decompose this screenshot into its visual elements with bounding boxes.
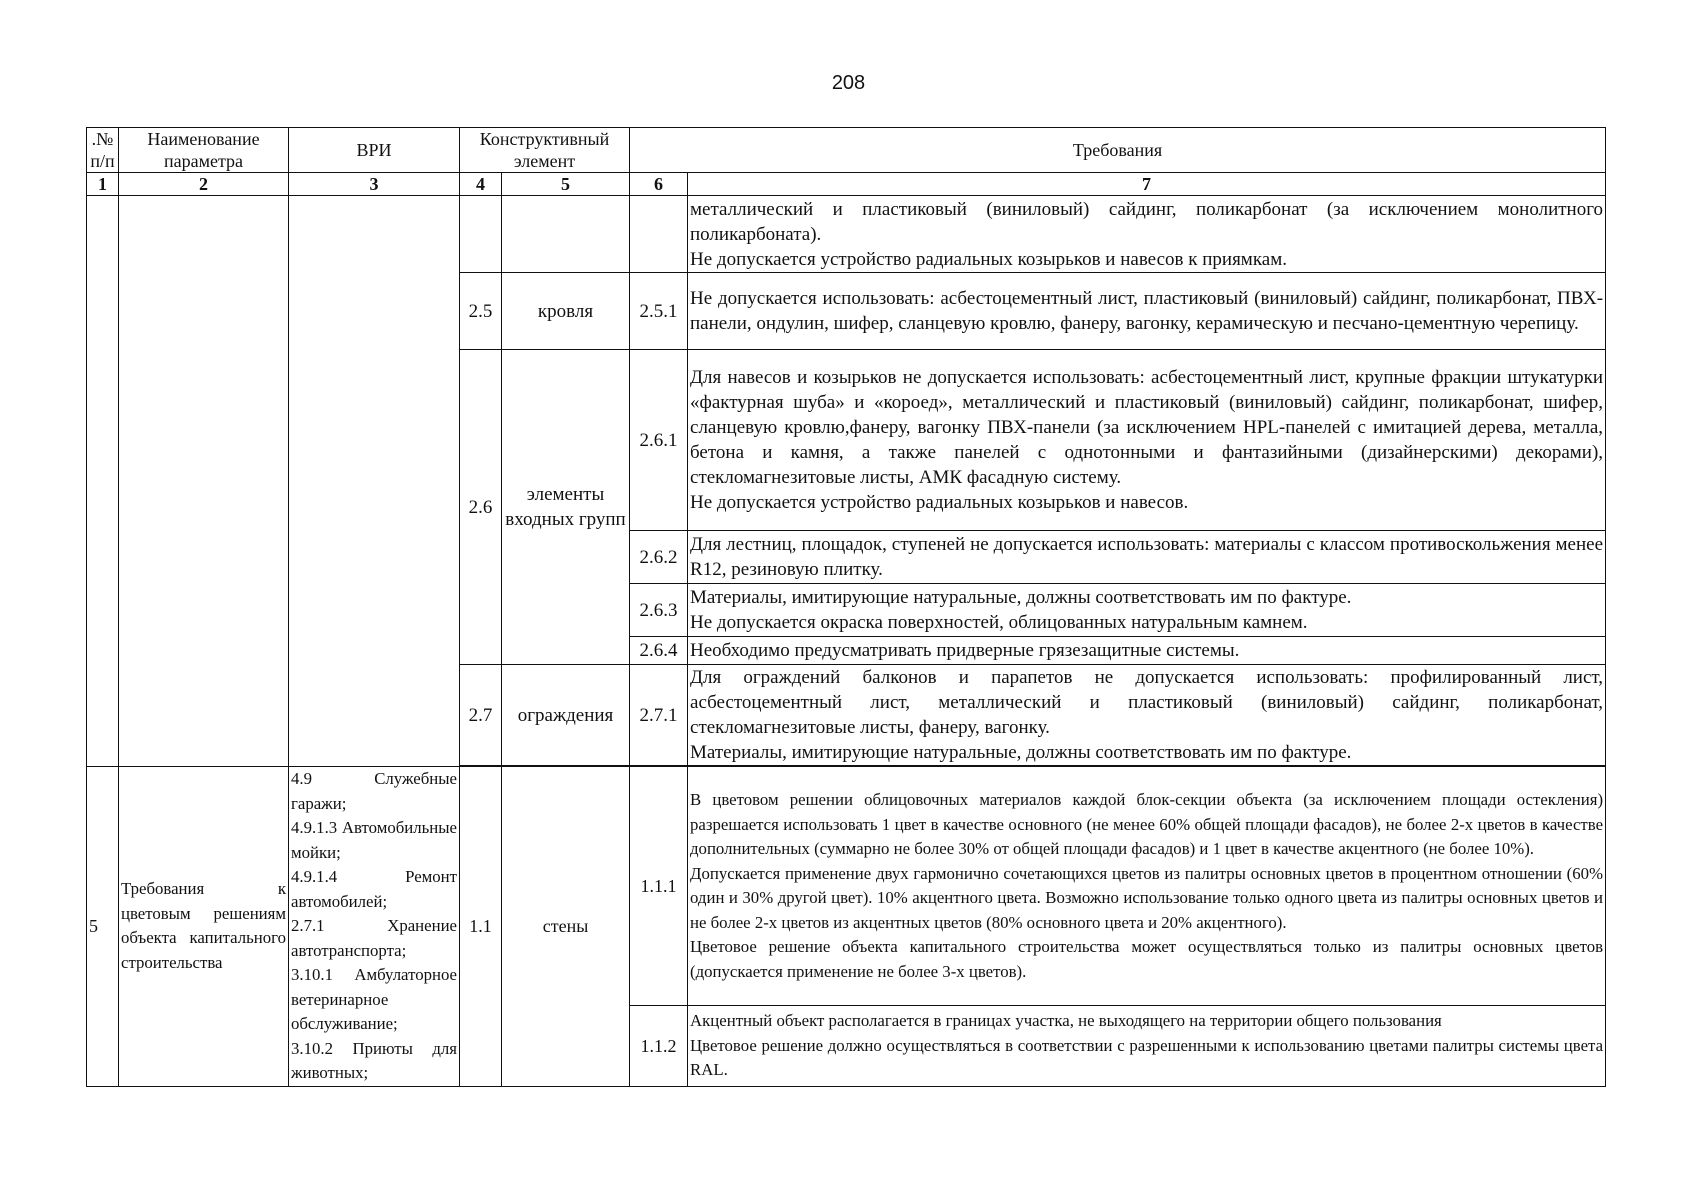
requirement-paragraph: Акцентный объект располагается в границах участка, не выходящего на территории общего пользования bbox=[690, 1011, 1442, 1031]
requirement-text bbox=[688, 273, 1606, 350]
cell-empty bbox=[630, 196, 688, 273]
element-name: ограждения bbox=[502, 665, 630, 766]
cell-empty bbox=[119, 196, 289, 767]
requirement-paragraph: Для ограждений балконов и парапетов не допускается использовать: профилированный лист, асбестоцементный лист, металлический и пластиковый (виниловый) сайдинг, поликарбонат, стекломагнезитовые листы, фанеру, вагонку. bbox=[690, 667, 1604, 738]
vri-item: 4.9 Служебные гаражи; bbox=[291, 769, 457, 813]
element-number: 1.1 bbox=[460, 767, 502, 1087]
header-requirements: Требования bbox=[630, 128, 1606, 173]
cell-empty bbox=[289, 196, 460, 767]
column-number: 2 bbox=[119, 173, 289, 196]
requirement-paragraph: металлический и пластиковый (виниловый) сайдинг, поликарбонат (за исключением монолитного поликарбоната). bbox=[690, 198, 1604, 245]
element-name: стены bbox=[502, 767, 630, 1087]
sub-number: 1.1.2 bbox=[630, 1006, 688, 1086]
cell-empty bbox=[87, 196, 119, 767]
element-number: 2.6 bbox=[460, 350, 502, 665]
header-element: Конструктивный элемент bbox=[460, 128, 630, 173]
requirement-text bbox=[688, 637, 1606, 665]
sub-number: 2.7.1 bbox=[630, 665, 688, 766]
requirement-paragraph: Не допускается использовать: асбестоцементный лист, пластиковый (виниловый) сайдинг, поликарбонат, ПВХ-панели, ондулин, шифер, сланцевую кровлю, фанеру, вагонку, керамическую и песчано-цементную черепицу. bbox=[690, 288, 1604, 334]
column-number: 7 bbox=[688, 173, 1606, 196]
table-row bbox=[87, 196, 1606, 273]
requirement-paragraph: Цветовое решение объекта капитального строительства может осуществляться только из палитры основных цветов (допускается применение не более 3-х цветов). bbox=[690, 937, 1604, 981]
sub-number: 2.6.1 bbox=[630, 350, 688, 531]
requirement-text bbox=[688, 665, 1606, 766]
requirement-paragraph: Материалы, имитирующие натуральные, должны соответствовать им по фактуре. bbox=[690, 742, 1352, 763]
header-no: .№ п/п bbox=[87, 128, 119, 173]
header-param: Наименование параметра bbox=[119, 128, 289, 173]
requirement-text bbox=[688, 196, 1606, 273]
column-number: 5 bbox=[502, 173, 630, 196]
column-number-row bbox=[87, 173, 1606, 196]
requirement-paragraph: Допускается применение двух гармонично сочетающихся цветов из палитры основных цветов в процентном отношении (60% один и 30% другой цвет). 10% акцентного цвета. Возможно использование только одного цвета из палитры основных цветов и не более 2-х цветов из акцентных цветов (80% основного цвета и 20% акцентного). bbox=[690, 863, 1604, 932]
requirement-paragraph: Материалы, имитирующие натуральные, должны соответствовать им по фактуре. bbox=[690, 587, 1352, 608]
row-number: 5 bbox=[87, 767, 119, 1087]
requirement-paragraph: Для лестниц, площадок, ступеней не допускается использовать: материалы с классом противоскольжения менее R12, резиновую плитку. bbox=[690, 534, 1604, 580]
sub-number: 2.6.4 bbox=[630, 637, 688, 665]
requirement-text bbox=[688, 350, 1606, 531]
sub-number: 2.5.1 bbox=[630, 273, 688, 350]
requirement-text bbox=[688, 531, 1606, 584]
sub-number: 2.6.3 bbox=[630, 584, 688, 637]
requirement-paragraph: Для навесов и козырьков не допускается использовать: асбестоцементный лист, крупные фракции штукатурки «фактурная шуба» и «короед», металлический и пластиковый (виниловый) сайдинг, поликарбонат, шифер, сланцевую кровлю,фанеру, вагонку ПВХ-панели (за исключением HPL-панелей с имитацией дерева, металла, бетона и камня, а также панелей с однотонными и фантазийными (дизайнерскими) декорами), стекломагнезитовые листы, АМК фасадную систему. bbox=[690, 367, 1604, 488]
vri-item: 4.9.1.4 Ремонт автомобилей; bbox=[291, 867, 457, 911]
column-number: 4 bbox=[460, 173, 502, 196]
cell-empty bbox=[502, 196, 630, 273]
vri-item: 3.10.2 Приюты для животных; bbox=[291, 1038, 457, 1082]
vri-item: 3.10.1 Амбулаторное ветеринарное обслуживание; bbox=[291, 965, 457, 1033]
vri-item: 2.7.1 Хранение автотранспорта; bbox=[291, 916, 457, 960]
parameter-name: Требования к цветовым решениям объекта капитального строительства bbox=[119, 767, 289, 1087]
element-name: кровля bbox=[502, 273, 630, 350]
requirement-paragraph: Цветовое решение должно осуществляться в соответствии с разрешенными к использованию цветами палитры системы цвета RAL. bbox=[690, 1035, 1604, 1080]
requirement-paragraph: Необходимо предусматривать придверные грязезащитные системы. bbox=[690, 640, 1240, 661]
element-number: 2.5 bbox=[460, 273, 502, 350]
page-number: 208 bbox=[831, 72, 866, 94]
table-row bbox=[87, 767, 1606, 1006]
element-number: 2.7 bbox=[460, 665, 502, 766]
vri-item: 4.9.1.3 Автомобильные мойки; bbox=[291, 818, 457, 862]
vri-list bbox=[289, 767, 460, 1087]
element-name: элементы входных групп bbox=[502, 350, 630, 665]
requirement-text bbox=[688, 584, 1606, 637]
requirement-text bbox=[688, 1006, 1606, 1086]
header-vri: ВРИ bbox=[289, 128, 460, 173]
requirement-paragraph: Не допускается окраска поверхностей, облицованных натуральным камнем. bbox=[690, 612, 1308, 633]
sub-number: 2.6.2 bbox=[630, 531, 688, 584]
column-number: 6 bbox=[630, 173, 688, 196]
column-number: 3 bbox=[289, 173, 460, 196]
requirement-paragraph: Не допускается устройство радиальных козырьков и навесов к приямкам. bbox=[690, 248, 1287, 270]
header-row bbox=[87, 128, 1606, 173]
column-number: 1 bbox=[87, 173, 119, 196]
requirement-paragraph: В цветовом решении облицовочных материалов каждой блок-секции объекта (за исключением площади остекления) разрешается использовать 1 цвет в качестве основного (не менее 60% общей площади фасадов), не более 2-х цветов в качестве дополнительных (суммарно не более 30% от общей площади фасадов) и 1 цвет в качестве акцентного (не более 10%). bbox=[690, 790, 1604, 859]
requirement-text bbox=[688, 767, 1606, 1006]
sub-number: 1.1.1 bbox=[630, 767, 688, 1006]
requirement-paragraph: Не допускается устройство радиальных козырьков и навесов. bbox=[690, 492, 1189, 513]
cell-empty bbox=[460, 196, 502, 273]
requirements-table bbox=[86, 127, 1606, 1087]
